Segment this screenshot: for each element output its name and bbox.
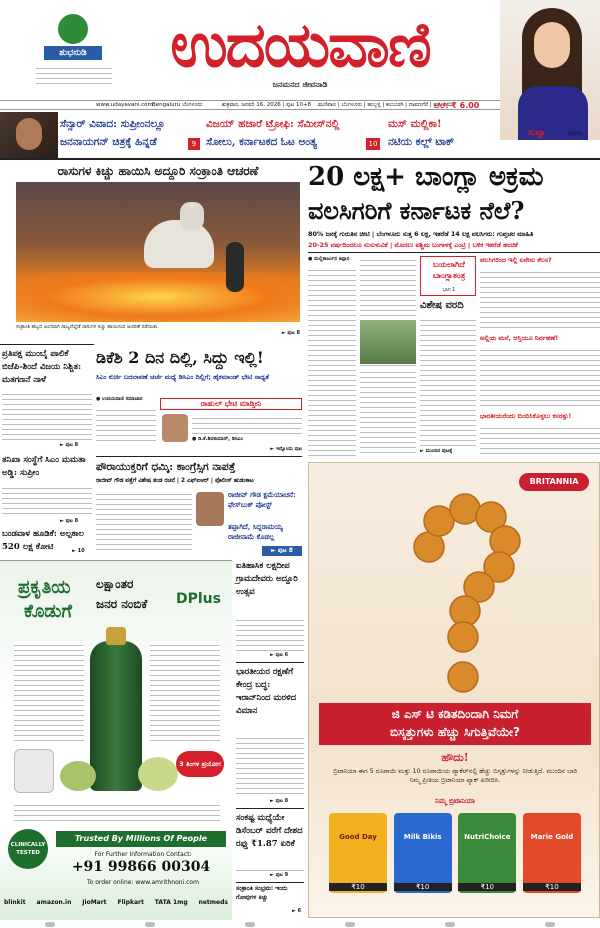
promo-name: ಸುಟ್ಟಾ (528, 128, 546, 138)
politics-jump[interactable]: ► ಇನ್ನೊಂದು ಪುಟ (270, 446, 302, 452)
pwd-deck: ರಾಜೀವ್ ಗೌಡ ಪತ್ತೆಗೆ ವಿಶೇಷ ತಂಡ ರಚನೆ | 2 ಎಫ್‌ಐಆರ್ | ಪೊಲೀಸ್ ಹುಡುಕಾಟ (96, 478, 254, 484)
pack-name: Milk Bikis (403, 833, 442, 841)
noni-brand: DPlus (176, 591, 221, 607)
britannia-ad[interactable] (308, 462, 600, 918)
pack-nutrichoice (458, 813, 516, 893)
series-label: ಬಯಲಾಗಿದೆ ಬಾಂಗ್ಲಾತಂತ್ರ (432, 260, 466, 280)
noni-sub-1: ಲಕ್ಷಾಂತರ (96, 577, 134, 591)
main-col-2b (360, 368, 416, 456)
teaser-1-line-1[interactable]: ಸೆನ್ಸಾರ್ ವಿವಾದ: ಸುಪ್ರೀಂನಲ್ಲೂ (60, 118, 166, 130)
box2-title: ಅಲ್ಲಿಯ ಮನೆ, ಆಸ್ತಿಯೂ ನಿರ್ವಹಣೆ! (480, 334, 559, 342)
actress-promo (500, 0, 600, 140)
pwd-side-head: ರಾಜೀವ್ ಗೌಡ ಕ್ಷಮೆಯಾಚನೆ: ಫೇಸ್‌ಬುಕ್ ಪೋಸ್ಟ್ (228, 490, 296, 509)
pack-name: Good Day (339, 833, 377, 841)
edition-label: Bengaluru ಬೆಂಗಳೂರು (152, 102, 203, 108)
politics-byline: ● ಉದಯವಾಣಿ ಸಮಾಚಾರ (96, 396, 143, 402)
left-brand-box (30, 14, 116, 90)
tree-icon (58, 14, 88, 44)
noni-bottle (90, 641, 142, 791)
britannia-body: ಬ್ರಿಟಾನಿಯಾ ಈಗ 5 ರೂಪಾಯಿ ಮತ್ತು 10 ರೂಪಾಯಿಯ ಪ್ಯಾಕೆಟ್‌ನಲ್ಲಿ ಹೆಚ್ಚು ಬಿಸ್ಕತ್ತುಗಳನ್ನು ನೀಡುತ್ತಿದೆ. ಮುಂದಿನ ಬಾರಿ ನಿಮ್ಮ ಪ್ರೀತಿಯ ಬ್ರಿಟಾನಿಯಾ ಪ್ಯಾಕ್ ಖರೀದಿಸಿ. (332, 767, 578, 784)
noni-fruit-right (138, 757, 178, 791)
reg-mark-icon (45, 922, 55, 927)
noni-bottle-cap (106, 627, 126, 645)
store-netmeds[interactable]: netmeds (198, 898, 228, 906)
lead-photo-jump[interactable]: ► ಪುಟ 8 (281, 330, 300, 336)
noni-clinical-badge: CLINICALLY TESTED (8, 829, 48, 869)
left-story-2-body (2, 484, 92, 518)
mid-story-2-jump[interactable]: ► ಪುಟ 8 (270, 798, 289, 804)
mid-story-2-headline[interactable]: ಭಾರತೀಯರ ರಕ್ಷಣೆಗೆ ಕೇಂದ್ರ ಬದ್ಧ: ಇರಾನ್‌ನಿಂದ ಮರಳಿದ ವಿಮಾನ (236, 667, 297, 716)
cities-label: ಮಣಿಪಾಲ | ಬೆಂಗಳೂರು | ಹುಬ್ಬಳ್ಳಿ | ಕಲಬುರಗಿ | ದಾವಣಗೆರೆ | ಮುಂಬಯಿ (318, 102, 453, 108)
pack-price: ₹10 (394, 883, 452, 891)
registration-marks (0, 920, 600, 928)
main-deck-1: 80% ಜನಕ್ಕೆ ಗುರುತಿನ ಚೀಟಿ | ಬೆಂಗಳೂರು ಸುತ್ತ 6 ಲಕ್ಷ, ಇತರೆಡೆ 14 ಲಕ್ಷ ವಲಸಿಗರು: ಗುಪ್ತಚರ ಮಾಹಿತಿ (308, 230, 534, 238)
teaser-2-line-1[interactable]: ವಿಜಯ್ ಹಜಾರೆ ಟ್ರೋಫಿ: ಸೆಮೀಸ್‌ನಲ್ಲಿ (206, 118, 340, 130)
noni-benefits-right (150, 641, 220, 741)
biscuit-dot (448, 662, 478, 692)
main-byline: ● ಮಲ್ಲಿಕಾರ್ಜುನ ತಿಪ್ಪಾರ (308, 256, 350, 262)
noni-sub-2: ಜನರ ನಂಬಿಕೆ (96, 597, 148, 611)
reg-mark-icon (245, 922, 255, 927)
teaser-2-page: 10 (366, 138, 380, 150)
man-figure (226, 242, 244, 292)
teaser-1-page: 9 (188, 138, 200, 150)
dateline-bar (0, 100, 500, 110)
series-part: ಭಾಗ 1 (442, 287, 456, 293)
mid-rule-3 (236, 882, 304, 883)
left-story-1-body (2, 390, 92, 440)
noni-title-1: ಪ್ರಕೃತಿಯ (18, 577, 71, 598)
reg-mark-icon (345, 922, 355, 927)
masthead (0, 0, 600, 96)
box2-body (480, 346, 600, 406)
main-photo (360, 320, 416, 364)
noni-phone[interactable]: +91 99866 00304 (71, 859, 211, 875)
reg-mark-icon (545, 922, 555, 927)
noni-title-2: ಕೊಡುಗೆ (24, 601, 72, 622)
pwd-jump[interactable]: ► ಪುಟ 8 (262, 546, 302, 556)
teaser-2-line-2[interactable]: ಸೋಲು, ಕರ್ನಾಟಕದ ಓಟ ಅಂತ್ಯ (206, 136, 318, 148)
teasers-bar (0, 112, 500, 158)
store-amazon[interactable]: amazon.in (36, 898, 72, 906)
left-story-3-jump[interactable]: ► 10 (72, 548, 85, 554)
promo-sub: ನೋಡಿ... (568, 130, 587, 137)
left-brand-label: ಶುಭನುಡಿ (44, 46, 102, 60)
politics-headline[interactable]: ಡಿಕೆಶಿ 2 ದಿನ ದಿಲ್ಲಿ, ಸಿದ್ದು ಇಲ್ಲಿ! (96, 348, 264, 367)
bull-head (180, 202, 204, 230)
box1-body (480, 268, 600, 328)
left-col-rule (0, 344, 94, 345)
price-label: ಬೆಲೆ: ₹ 6.00 (434, 101, 480, 110)
main-col-3 (420, 316, 476, 446)
pack-name: Marie Gold (530, 833, 574, 841)
mid-rule-1 (236, 662, 304, 663)
mid-story-3-headline[interactable]: ಸಂಕಷ್ಟ ಮಧ್ಯೆಯೇ ಡಿಸೆಂಬರ್ ವರೆಗೆ ದೇಶದ ರಫ್ತು ₹1.87 ಏರಿಕೆ (236, 813, 303, 849)
noni-info-strip (14, 801, 220, 821)
lead-photo-headline[interactable]: ರಾಸುಗಳ ಕಿಚ್ಚು ಹಾಯಿಸಿ ಅದ್ದೂರಿ ಸಂಕ್ರಾಂತಿ ಆಚರಣೆ (57, 164, 259, 178)
britannia-headline-2: ಬಿಸ್ಕತ್ತುಗಳು ಹೆಚ್ಚು ಸಿಗುತ್ತಿವೆಯೇ? (390, 725, 520, 739)
mid-story-4-headline[interactable]: ಸಂಕ್ರಾಂತಿ ಸಂಭ್ರಮ: ಇಂದು ಗೋವುಗಳ ಕಿಚ್ಚು (236, 885, 288, 901)
main-headline-1[interactable]: 20 ಲಕ್ಷ+ ಬಾಂಗ್ಲಾ ಅಕ್ರಮ (308, 162, 544, 192)
politics-col-1 (96, 406, 156, 442)
actor-face (16, 118, 42, 150)
mid-story-1-body (236, 616, 304, 652)
rahul-box-body (192, 414, 302, 436)
noni-circle-badge: 3 ತಿಂಗಳ ಪ್ರಯೋಗ (176, 751, 224, 777)
noni-trusted: Trusted By Millions Of People (56, 831, 226, 847)
left-story-2-jump[interactable]: ► ಪುಟ 8 (60, 518, 79, 524)
britannia-logo: BRITANNIA (519, 473, 589, 491)
noni-benefits-left (14, 641, 84, 741)
mid-story-2-body (236, 734, 304, 798)
date-label: ಶುಕ್ರವಾರ, ಜನವರಿ 16, 2026 | ಪುಟ 10+8 (222, 102, 312, 108)
bull-figure (144, 220, 214, 268)
pack-price: ₹10 (523, 883, 581, 891)
biscuit-9 (448, 622, 478, 652)
website-link[interactable]: www.udayavani.com (96, 102, 153, 108)
masthead-title: ಉದಯವಾಣಿ (170, 8, 430, 81)
noni-stores (4, 895, 228, 909)
pack-price: ₹10 (458, 883, 516, 891)
glucometer-icon (14, 749, 54, 793)
britannia-headline-1: ಜಿ ಎಸ್ ಟಿ ಕಡಿತದಿಂದಾಗಿ ನಿಮಗೆ (391, 707, 519, 721)
teaser-3-line-1[interactable]: ಮಸ್ ಮಲ್ಲಿಕಾ! (388, 118, 442, 130)
actress-face (534, 22, 570, 68)
britannia-answer: ಹೌದು! (441, 751, 469, 764)
noni-contact-label: For Further Information Contact: (94, 851, 192, 858)
mid-story-4-jump[interactable]: ► 6 (292, 908, 302, 914)
store-tata1mg[interactable]: TATA 1mg (154, 898, 188, 906)
pwd-body (96, 490, 192, 550)
mid-story-1-headline[interactable]: ಐತಿಹಾಸಿಕ ಲಕ್ಷದೀಪ ಗ್ರಾಮದೇವರು ಅದ್ದೂರಿ ಉತ್ಸವ (236, 561, 298, 597)
store-flipkart[interactable]: Flipkart (117, 898, 144, 906)
left-story-1-headline[interactable]: ಪ್ರತಿಪಕ್ಷ ಮುಂಬೈ ಪಾಲಿಕೆ ಬಿಜೆಪಿ-ಶಿಂದೆ ವಿಜಯ ನಿಶ್ಚಿತ: ಮತಗಣನೆ ನಾಳೆ (2, 349, 82, 385)
pwd-side-text: ತಪ್ಪಾಗಿದೆ, ಸಿದ್ದರಾಮಯ್ಯ ರಾಜೀನಾಮೆ ಕೊಡಲ್ಲ (228, 522, 283, 541)
masthead-tagline: ಜನಮನದ ಜೀವನಾಡಿ (272, 80, 328, 89)
lead-photo-caption: ಸಂಕ್ರಾಂತಿ ಹಬ್ಬದ ಅಂಗವಾಗಿ ರಾಜ್ಯದೆಲ್ಲೆಡೆ ರಾಸುಗಳ ಕಿಚ್ಚು ಹಾಯಿಸುವ ಆಚರಣೆ ನಡೆಯಿತು. (16, 324, 159, 330)
main-col-1 (308, 266, 356, 456)
pack-name: NutriChoice (464, 833, 511, 841)
left-story-2-headline[interactable]: ತನಿಖಾ ಸಂಸ್ಥೆಗೆ ಸಿಎಂ ಮಮತಾ ಅಡ್ಡಿ: ಸುಪ್ರೀಂ (2, 455, 86, 478)
rahul-box-title: ರಾಹುಲ್ ಭೇಟಿ ಮಾಡ್ತೀನಿ (160, 398, 302, 410)
store-jiomart[interactable]: JioMart (82, 898, 107, 906)
box3-title: ಭಾರತೀಯರೆಂದು ಬಿಂಬಿಸಿಕೊಳ್ಳಲು ಕಸರತ್ತು! (480, 412, 572, 420)
noni-ad[interactable] (0, 560, 232, 920)
main-jump[interactable]: ► ಮುಂದಿನ ಪುಟಕ್ಕೆ (420, 448, 453, 454)
pack-price: ₹10 (329, 883, 387, 891)
dks-photo (162, 414, 188, 442)
britannia-sign: ನಿಮ್ಮ ಬ್ರಿಟಾನಿಯಾ (435, 797, 475, 805)
left-brand-text (36, 64, 112, 88)
lead-photo (16, 182, 300, 322)
reg-mark-icon (445, 922, 455, 927)
left-story-3-headline[interactable]: ಬಂಡವಾಳ ಹೂಡಿಕೆ: ಅಲ್ಪಕಾಲ 520 ಲಕ್ಷ ಕೋಟಿ (2, 529, 84, 552)
left-story-1-jump[interactable]: ► ಪುಟ 8 (60, 442, 79, 448)
fire-glow (16, 272, 300, 322)
main-deck-2: 20-25 ವರ್ಷದಿಂದಲೂ ನುಸುಳುವಿಕೆ | ಮೊದಲು ಪಶ್ಚಿಮ ಬಂಗಾಳಕ್ಕೆ ಎಂಟ್ರಿ | ಬಳಿಕ ಇತರೆಡೆ ಹಂಚಿಕೆ (308, 241, 518, 249)
mid-story-3-jump[interactable]: ► ಪುಟ 9 (270, 872, 289, 878)
noni-order[interactable]: To order online: www.amrithnoni.com (87, 879, 199, 886)
main-deck-rule (308, 252, 600, 253)
teaser-1-line-2[interactable]: ಜನನಾಯಗನ್‌ ಚಿತ್ರಕ್ಕೆ ಹಿನ್ನಡೆ (60, 136, 157, 148)
noni-fruit-left (60, 761, 96, 791)
pack-mariegold (523, 813, 581, 893)
mid-col-top-filler (236, 542, 302, 548)
pack-goodday (329, 813, 387, 893)
biscuit-question-mark (379, 487, 539, 697)
pwd-headline[interactable]: ಪೌರಾಯುಕ್ತರಿಗೆ ಧಮ್ಕಿ: ಕಾಂಗ್ರೆಸ್ಸಿಗ ನಾಪತ್ತೆ (96, 461, 236, 473)
reg-mark-icon (145, 922, 155, 927)
mid-story-1-jump[interactable]: ► ಪುಟ 6 (270, 652, 289, 658)
mid-rule-2 (236, 808, 304, 809)
analysis-title: ವಿಶೇಷ ವರದಿ (420, 300, 464, 311)
politics-deck: ಸಿಎಂ ಕುರ್ಚಿ ಬದಲಾವಣೆ ಚರ್ಚೆ ಮಧ್ಯೆ ಡಿಸಿಎಂ ದಿಲ್ಲಿಗೆ; ಹೈಕಮಾಂಡ್ ಭೇಟಿ ಸಾಧ್ಯತೆ (96, 373, 270, 381)
politics-quote-name: ● ಡಿ.ಕೆ.ಶಿವಕುಮಾರ್, ಡಿಸಿಎಂ (192, 436, 243, 442)
teaser-3-line-2[interactable]: ನಟಿಯ ಕಲ್ಲ್‌ ಟಾಕ್ (388, 136, 455, 148)
teaser-photo-actor (0, 112, 58, 158)
britannia-packs (329, 813, 581, 893)
main-headline-2[interactable]: ವಲಸಿಗರಿಗೆ ಕರ್ನಾಟಕ ನೆಲೆ? (308, 196, 525, 225)
rajeev-photo (196, 492, 224, 526)
pack-milkbikis (394, 813, 452, 893)
biscuit-5 (490, 526, 520, 556)
series-badge (420, 256, 476, 296)
box3-body (480, 424, 600, 456)
box1-title: ವಲಸಿಗರಿಂದ ಇಲ್ಲಿ ಏನೇನು ಕೆಲಸ? (480, 256, 552, 264)
store-blinkit[interactable]: blinkit (4, 898, 26, 906)
pwd-rule (96, 456, 302, 457)
